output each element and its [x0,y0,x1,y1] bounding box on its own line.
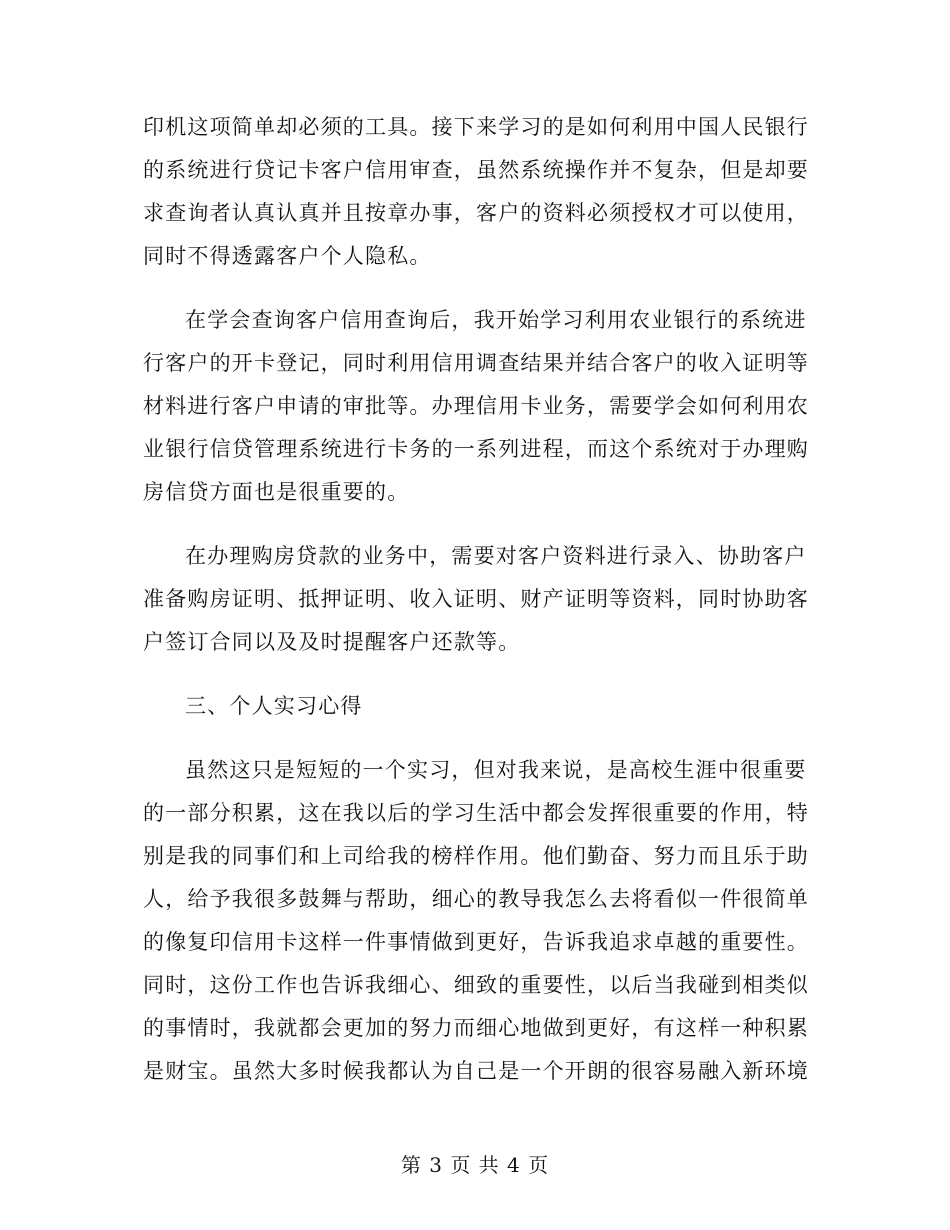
section-heading: 三、个人实习心得 [185,694,363,718]
text-line: 的像复印信用卡这样一件事情做到更好，告诉我追求卓越的重要性。 [143,930,809,954]
text-line: 户签订合同以及及时提醒客户还款等。 [143,630,521,654]
text-line: 同时，这份工作也告诉我细心、细致的重要性，以后当我碰到相类似 [143,973,809,997]
text-line: 的事情时，我就都会更加的努力而细心地做到更好，有这样一种积累 [143,1016,809,1040]
text-line: 的系统进行贷记卡客户信用审查，虽然系统操作并不复杂，但是却要 [143,158,809,182]
text-line: 人，给予我很多鼓舞与帮助，细心的教导我怎么去将看似一件很简单 [143,887,809,911]
text-line: 房信贷方面也是很重要的。 [143,480,410,504]
text-line: 材料进行客户申请的审批等。办理信用卡业务，需要学会如何利用农 [143,394,809,418]
text-line: 行客户的开卡登记，同时利用信用调查结果并结合客户的收入证明等 [143,351,809,375]
text-line: 准备购房证明、抵押证明、收入证明、财产证明等资料，同时协助客 [143,587,809,611]
text-line: 印机这项简单却必须的工具。接下来学习的是如何利用中国人民银行 [143,115,809,139]
text-line: 同时不得透露客户个人隐私。 [143,244,432,268]
text-line: 别是我的同事们和上司给我的榜样作用。他们勤奋、努力而且乐于助 [143,844,809,868]
text-line: 业银行信贷管理系统进行卡务的一系列进程，而这个系统对于办理购 [143,437,809,461]
text-line: 求查询者认真认真并且按章办事，客户的资料必须授权才可以使用， [143,201,809,225]
text-line: 在学会查询客户信用查询后，我开始学习利用农业银行的系统进 [185,308,807,332]
page-number-footer: 第 3 页 共 4 页 [400,1153,550,1177]
text-line: 的一部分积累，这在我以后的学习生活中都会发挥很重要的作用，特 [143,801,809,825]
text-line: 虽然这只是短短的一个实习，但对我来说，是高校生涯中很重要 [185,758,807,782]
text-line: 是财宝。虽然大多时候我都认为自己是一个开朗的很容易融入新环境 [143,1059,809,1083]
text-line: 在办理购房贷款的业务中，需要对客户资料进行录入、协助客户 [185,544,807,568]
